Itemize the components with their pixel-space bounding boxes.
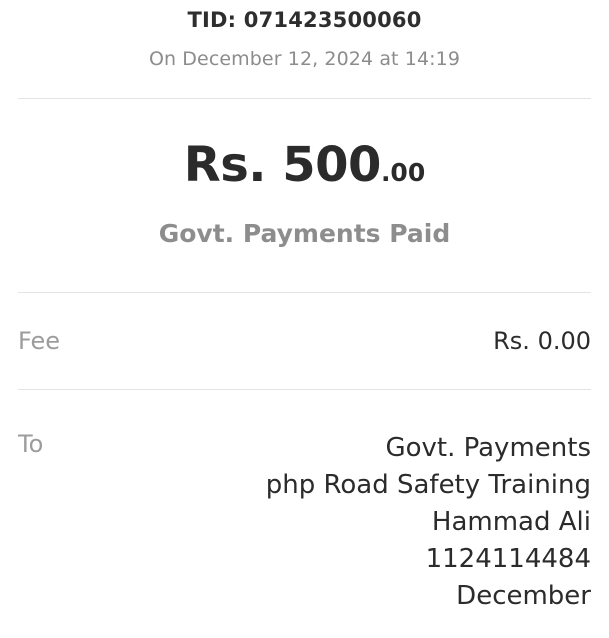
fee-value: Rs. 0.00 xyxy=(493,327,591,355)
amount-cents: .00 xyxy=(380,158,426,187)
to-row xyxy=(18,390,591,615)
to-label: To xyxy=(18,430,44,458)
fee-row xyxy=(18,293,591,389)
to-line: Govt. Payments xyxy=(385,433,591,463)
amount-value xyxy=(18,137,591,193)
amount-block xyxy=(18,99,591,193)
payment-status: Govt. Payments Paid xyxy=(158,219,451,248)
amount-main: Rs. 500 xyxy=(183,137,381,193)
transaction-datetime: On December 12, 2024 at 14:19 xyxy=(148,48,461,70)
fee-label: Fee xyxy=(18,327,61,355)
to-line: Hammad Ali xyxy=(431,506,591,537)
to-value xyxy=(266,430,591,615)
to-line: December xyxy=(456,580,591,611)
to-line: php Road Safety Training xyxy=(265,469,591,500)
transaction-id: TID: 071423500060 xyxy=(187,8,422,32)
to-line: 1124114484 xyxy=(425,543,591,574)
